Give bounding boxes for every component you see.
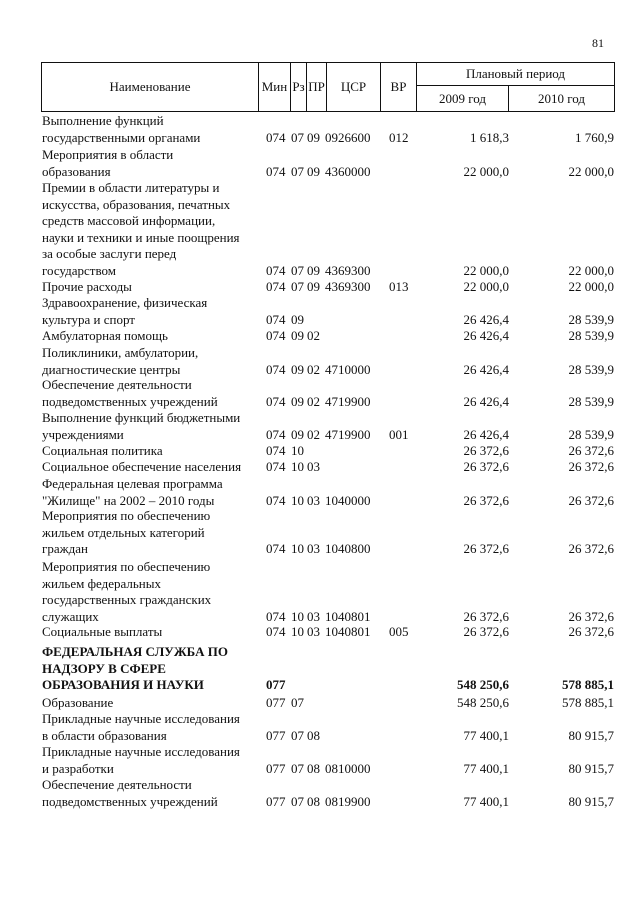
cell-pr: 09 <box>307 163 320 179</box>
row-name-line: НАДЗОРУ В СФЕРЕ <box>42 660 166 676</box>
row-name-line: Прикладные научные исследования <box>42 711 240 726</box>
row-name-line: жильем отдельных категорий <box>42 524 205 540</box>
cell-pr: 03 <box>307 624 320 639</box>
cell-vr: 005 <box>389 624 409 639</box>
cell-v2010: 28 539,9 <box>568 328 614 343</box>
row-name-line: образования <box>42 163 111 179</box>
row-name-line: Поликлиники, амбулатории, <box>42 345 199 360</box>
row-name-line: ОБРАЗОВАНИЯ И НАУКИ <box>42 677 204 692</box>
row-name <box>42 328 267 345</box>
cell-pr: 08 <box>307 727 320 743</box>
row-name <box>42 113 267 146</box>
cell-pr: 02 <box>307 361 320 377</box>
cell-min: 074 <box>266 393 286 409</box>
table-row <box>0 180 640 279</box>
cell-v2010: 80 915,7 <box>568 760 614 776</box>
row-name-line: Социальная политика <box>42 443 163 458</box>
cell-pr: 03 <box>307 541 320 556</box>
row-name-line: Выполнение функций бюджетными <box>42 410 241 425</box>
cell-pr: 03 <box>307 608 320 624</box>
cell-v2010: 26 372,6 <box>568 541 614 556</box>
row-name-line: Мероприятия по обеспечению <box>42 559 211 574</box>
cell-rz: 07 <box>291 279 304 294</box>
cell-pr: 02 <box>307 426 320 442</box>
page-number: 81 <box>592 36 604 50</box>
table-row <box>0 377 640 410</box>
cell-csr: 0926600 <box>325 129 371 145</box>
cell-rz: 10 <box>291 459 304 474</box>
row-name-line: искусства, образования, печатных <box>42 196 231 212</box>
cell-min: 077 <box>266 677 286 692</box>
cell-csr: 4719900 <box>325 426 371 442</box>
row-name <box>42 295 267 328</box>
cell-pr: 02 <box>307 393 320 409</box>
row-name <box>42 147 267 180</box>
row-name <box>42 508 267 558</box>
cell-rz: 07 <box>291 129 304 145</box>
row-name-line: Мероприятия в области <box>42 147 174 162</box>
cell-rz: 07 <box>291 163 304 179</box>
row-name-line: учреждениями <box>42 426 124 442</box>
row-name <box>42 644 267 694</box>
table-row <box>0 711 640 744</box>
cell-csr: 4369300 <box>325 262 371 278</box>
cell-v2010: 26 372,6 <box>568 459 614 474</box>
cell-v2010: 1 760,9 <box>575 129 614 145</box>
row-name-line: Социальные выплаты <box>42 624 163 639</box>
cell-csr: 1040801 <box>325 608 371 624</box>
cell-v2010: 22 000,0 <box>568 262 614 278</box>
table-row <box>0 695 640 712</box>
cell-v2009: 77 400,1 <box>463 760 509 776</box>
row-name-line: "Жилище" на 2002 – 2010 годы <box>42 492 215 508</box>
cell-v2009: 77 400,1 <box>463 793 509 809</box>
cell-pr: 09 <box>307 279 320 294</box>
cell-v2009: 22 000,0 <box>463 163 509 179</box>
cell-v2009: 26 426,4 <box>463 361 509 377</box>
cell-v2010: 28 539,9 <box>568 426 614 442</box>
cell-v2010: 22 000,0 <box>568 163 614 179</box>
table-row <box>0 559 640 625</box>
table-row <box>0 410 640 443</box>
cell-min: 074 <box>266 541 286 556</box>
cell-v2010: 26 372,6 <box>568 624 614 639</box>
row-name <box>42 744 267 777</box>
cell-v2009: 26 372,6 <box>463 492 509 508</box>
row-name-line: Здравоохранение, физическая <box>42 295 208 310</box>
header-pr: ПР <box>308 79 325 94</box>
cell-min: 074 <box>266 426 286 442</box>
row-name-line: Социальное обеспечение населения <box>42 459 242 474</box>
table-row <box>0 295 640 328</box>
row-name <box>42 624 267 641</box>
cell-pr: 03 <box>307 459 320 474</box>
cell-v2009: 26 372,6 <box>463 624 509 639</box>
header-plan-period: Плановый период <box>465 66 566 81</box>
cell-v2009: 26 426,4 <box>463 393 509 409</box>
header-year-2009: 2009 год <box>439 90 486 106</box>
cell-min: 074 <box>266 443 286 458</box>
cell-csr: 1040000 <box>325 492 371 508</box>
cell-v2009: 22 000,0 <box>463 262 509 278</box>
row-name-line: Образование <box>42 695 114 710</box>
cell-rz: 10 <box>291 608 304 624</box>
row-name-line: государственными органами <box>42 129 201 145</box>
header-rz: Рз <box>292 79 305 94</box>
row-name-line: в области образования <box>42 727 167 743</box>
cell-vr: 001 <box>389 426 409 442</box>
row-name <box>42 459 267 476</box>
cell-v2009: 26 426,4 <box>463 311 509 327</box>
cell-csr: 4719900 <box>325 393 371 409</box>
table-row <box>0 476 640 509</box>
cell-v2009: 26 372,6 <box>463 541 509 556</box>
row-name <box>42 711 267 744</box>
cell-v2010: 578 885,1 <box>562 695 614 710</box>
cell-v2009: 77 400,1 <box>463 727 509 743</box>
row-name-line: Федеральная целевая программа <box>42 476 223 491</box>
row-name <box>42 476 267 509</box>
cell-v2010: 80 915,7 <box>568 793 614 809</box>
cell-min: 077 <box>266 695 286 710</box>
cell-pr: 08 <box>307 793 320 809</box>
cell-v2009: 26 372,6 <box>463 608 509 624</box>
row-name <box>42 279 267 296</box>
cell-min: 074 <box>266 608 286 624</box>
cell-min: 074 <box>266 163 286 179</box>
row-name <box>42 180 267 279</box>
cell-min: 074 <box>266 492 286 508</box>
cell-rz: 07 <box>291 695 304 710</box>
cell-pr: 03 <box>307 492 320 508</box>
row-name <box>42 443 267 460</box>
table-row <box>0 644 640 694</box>
cell-v2010: 28 539,9 <box>568 361 614 377</box>
cell-pr: 02 <box>307 328 320 343</box>
header-vr: ВР <box>390 79 407 94</box>
row-name-line: Мероприятия по обеспечению <box>42 508 211 523</box>
header-name: Наименование <box>109 79 191 94</box>
cell-v2009: 548 250,6 <box>457 695 509 710</box>
cell-rz: 10 <box>291 492 304 508</box>
cell-v2010: 28 539,9 <box>568 311 614 327</box>
row-name-line: культура и спорт <box>42 311 135 327</box>
header-csr: ЦСР <box>340 79 367 94</box>
cell-v2010: 578 885,1 <box>562 677 614 692</box>
cell-v2010: 28 539,9 <box>568 393 614 409</box>
row-name-line: Прикладные научные исследования <box>42 744 240 759</box>
table-row <box>0 508 640 558</box>
cell-min: 077 <box>266 793 286 809</box>
cell-vr: 012 <box>389 129 409 145</box>
row-name <box>42 777 267 810</box>
table-row <box>0 777 640 810</box>
cell-rz: 10 <box>291 624 304 639</box>
cell-rz: 07 <box>291 262 304 278</box>
cell-rz: 07 <box>291 793 304 809</box>
table-row <box>0 345 640 378</box>
row-name-line: Амбулаторная помощь <box>42 328 168 343</box>
cell-rz: 09 <box>291 393 304 409</box>
cell-pr: 08 <box>307 760 320 776</box>
cell-csr: 4360000 <box>325 163 371 179</box>
table-row <box>0 113 640 146</box>
cell-min: 074 <box>266 624 286 639</box>
cell-min: 074 <box>266 262 286 278</box>
cell-csr: 0819900 <box>325 793 371 809</box>
cell-rz: 10 <box>291 443 304 458</box>
cell-v2010: 26 372,6 <box>568 443 614 458</box>
table-row <box>0 279 640 296</box>
row-name <box>42 345 267 378</box>
row-name-line: Прочие расходы <box>42 279 132 294</box>
cell-csr: 4369300 <box>325 279 371 294</box>
cell-v2010: 22 000,0 <box>568 279 614 294</box>
cell-v2010: 26 372,6 <box>568 608 614 624</box>
cell-min: 074 <box>266 361 286 377</box>
cell-csr: 0810000 <box>325 760 371 776</box>
row-name-line: подведомственных учреждений <box>42 393 218 409</box>
cell-csr: 1040801 <box>325 624 371 639</box>
cell-min: 074 <box>266 459 286 474</box>
cell-min: 077 <box>266 760 286 776</box>
row-name-line: средств массовой информации, <box>42 213 216 228</box>
cell-v2009: 1 618,3 <box>470 129 509 145</box>
cell-v2009: 26 426,4 <box>463 426 509 442</box>
cell-rz: 07 <box>291 727 304 743</box>
row-name-line: науки и техники и иные поощрения <box>42 229 240 245</box>
header-year-2010: 2010 год <box>538 90 585 106</box>
cell-rz: 09 <box>291 426 304 442</box>
cell-vr: 013 <box>389 279 409 294</box>
table-row <box>0 443 640 460</box>
row-name-line: и разработки <box>42 760 114 776</box>
row-name-line: ФЕДЕРАЛЬНАЯ СЛУЖБА ПО <box>42 644 228 659</box>
table-row <box>0 624 640 641</box>
table-row <box>0 147 640 180</box>
row-name <box>42 410 267 443</box>
row-name-line: Обеспечение деятельности <box>42 777 192 792</box>
row-name-line: Выполнение функций <box>42 113 164 128</box>
cell-pr: 09 <box>307 129 320 145</box>
row-name-line: служащих <box>42 608 99 624</box>
cell-v2010: 26 372,6 <box>568 492 614 508</box>
cell-rz: 09 <box>291 328 304 343</box>
cell-v2009: 26 372,6 <box>463 459 509 474</box>
table-row <box>0 459 640 476</box>
cell-min: 074 <box>266 129 286 145</box>
row-name-line: диагностические центры <box>42 361 181 377</box>
row-name-line: жильем федеральных <box>42 575 161 591</box>
cell-v2009: 548 250,6 <box>457 677 509 692</box>
row-name-line: государством <box>42 262 116 278</box>
cell-v2010: 80 915,7 <box>568 727 614 743</box>
cell-rz: 09 <box>291 311 304 327</box>
row-name-line: подведомственных учреждений <box>42 793 218 809</box>
row-name <box>42 377 267 410</box>
row-name-line: граждан <box>42 541 88 556</box>
cell-rz: 09 <box>291 361 304 377</box>
table-row <box>0 328 640 345</box>
cell-rz: 10 <box>291 541 304 556</box>
header-min: Мин <box>261 79 288 94</box>
table-row <box>0 744 640 777</box>
row-name-line: за особые заслуги перед <box>42 246 177 261</box>
cell-min: 074 <box>266 328 286 343</box>
row-name <box>42 695 267 712</box>
cell-csr: 4710000 <box>325 361 371 377</box>
row-name-line: Премии в области литературы и <box>42 180 220 195</box>
cell-v2009: 22 000,0 <box>463 279 509 294</box>
cell-min: 077 <box>266 727 286 743</box>
row-name <box>42 559 267 625</box>
cell-rz: 07 <box>291 760 304 776</box>
row-name-line: Обеспечение деятельности <box>42 377 192 392</box>
cell-min: 074 <box>266 311 286 327</box>
cell-csr: 1040800 <box>325 541 371 556</box>
cell-v2009: 26 426,4 <box>463 328 509 343</box>
cell-v2009: 26 372,6 <box>463 443 509 458</box>
cell-pr: 09 <box>307 262 320 278</box>
cell-min: 074 <box>266 279 286 294</box>
row-name-line: государственных гражданских <box>42 592 212 607</box>
